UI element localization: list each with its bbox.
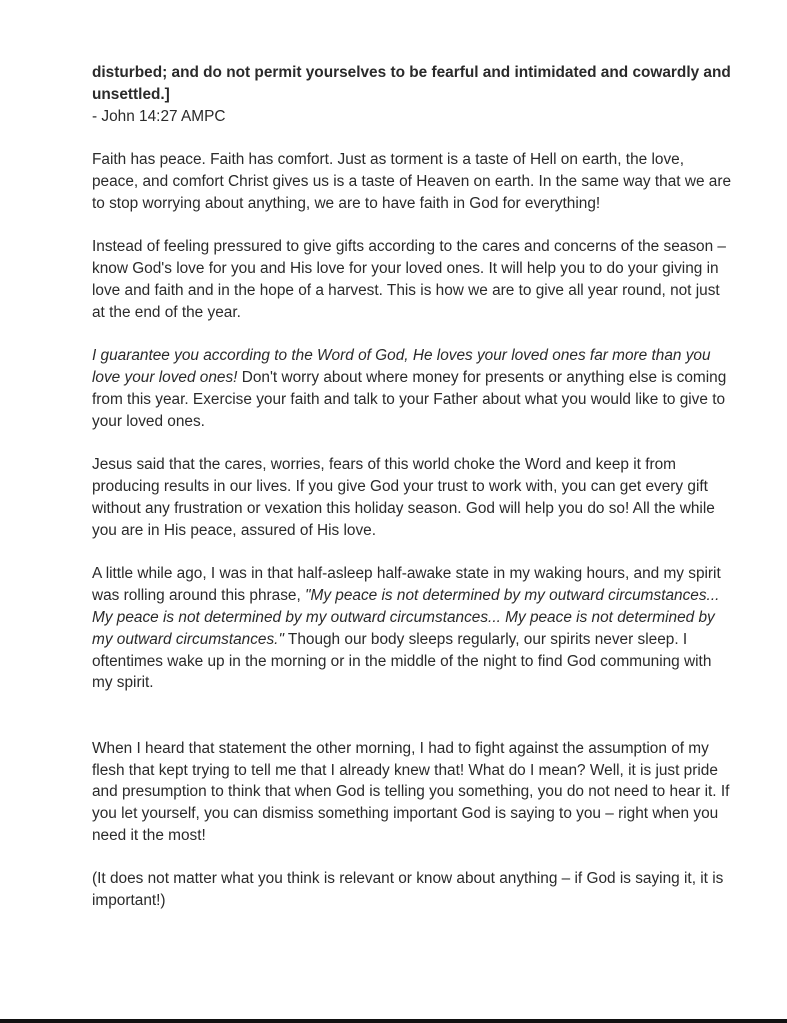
spacer: [92, 127, 732, 149]
spacer: [92, 694, 732, 738]
document-page: [92, 62, 732, 912]
spacer: [92, 215, 732, 237]
paragraph-guarantee: [92, 345, 732, 432]
spacer: [92, 542, 732, 564]
peace-phrase-rest: Though our body sleeps regularly, our spirits never sleep. I oftentimes wake up in the morning or in the middle of the night to find God communing with my spirit.: [92, 630, 712, 692]
spacer: [92, 324, 732, 346]
paragraph-important: (It does not matter what you think is relevant or know about anything – if God is saying it, it is important!): [92, 870, 724, 910]
bottom-edge-bar: [0, 1019, 787, 1023]
scripture-reference: - John 14:27 AMPC: [92, 107, 226, 125]
paragraph-faith-peace: Faith has peace. Faith has comfort. Just as torment is a taste of Hell on earth, the love, peace, and comfort Christ gives us is a taste of Heaven on earth. In the same way that we are to stop worrying about anything, we are to have faith in God for everything!: [92, 151, 732, 212]
guarantee-rest: Don't worry about where money for presents or anything else is coming from this year. Exercise your faith and talk to your Father about what you would like to give to your loved ones.: [92, 369, 727, 430]
guarantee-emphasis: I guarantee you according to the Word of God, He loves your loved ones far more than you love your loved ones!: [92, 347, 711, 387]
spacer: [92, 433, 732, 455]
peace-phrase-quote: "My peace is not determined by my outward circumstances... My peace is not determined by my outward circumstances... My peace is not determined by my outward circumstances.": [92, 587, 720, 648]
peace-phrase-lead: A little while ago, I was in that half-asleep half-awake state in my waking hours, and my spirit was rolling around this phrase,: [92, 565, 721, 605]
paragraph-peace-phrase: [92, 563, 732, 694]
paragraph-cares: Jesus said that the cares, worries, fears of this world choke the Word and keep it from producing results in our lives. If you give God your trust to work with, you can get every gift without any frustration or vexation this holiday season. God will help you do so! All the while you are in His peace, assured of His love.: [92, 456, 715, 539]
paragraph-statement: When I heard that statement the other morning, I had to fight against the assumption of my flesh that kept trying to tell me that I already knew that! What do I mean? Well, it is just pride and presumption to think that when God is telling you something, you do not need to hear it. If you let yourself, you can dismiss something important God is saying to you – right when you need it the most!: [92, 739, 730, 844]
spacer: [92, 847, 732, 869]
scripture-quote: disturbed; and do not permit yourselves to be fearful and intimidated and cowardly and unsettled.]: [92, 64, 731, 103]
paragraph-giving: Instead of feeling pressured to give gifts according to the cares and concerns of the season – know God's love for you and His love for your loved ones. It will help you to do your giving in love and faith and in the hope of a harvest. This is how we are to give all year round, not just at the end of the year.: [92, 238, 726, 321]
